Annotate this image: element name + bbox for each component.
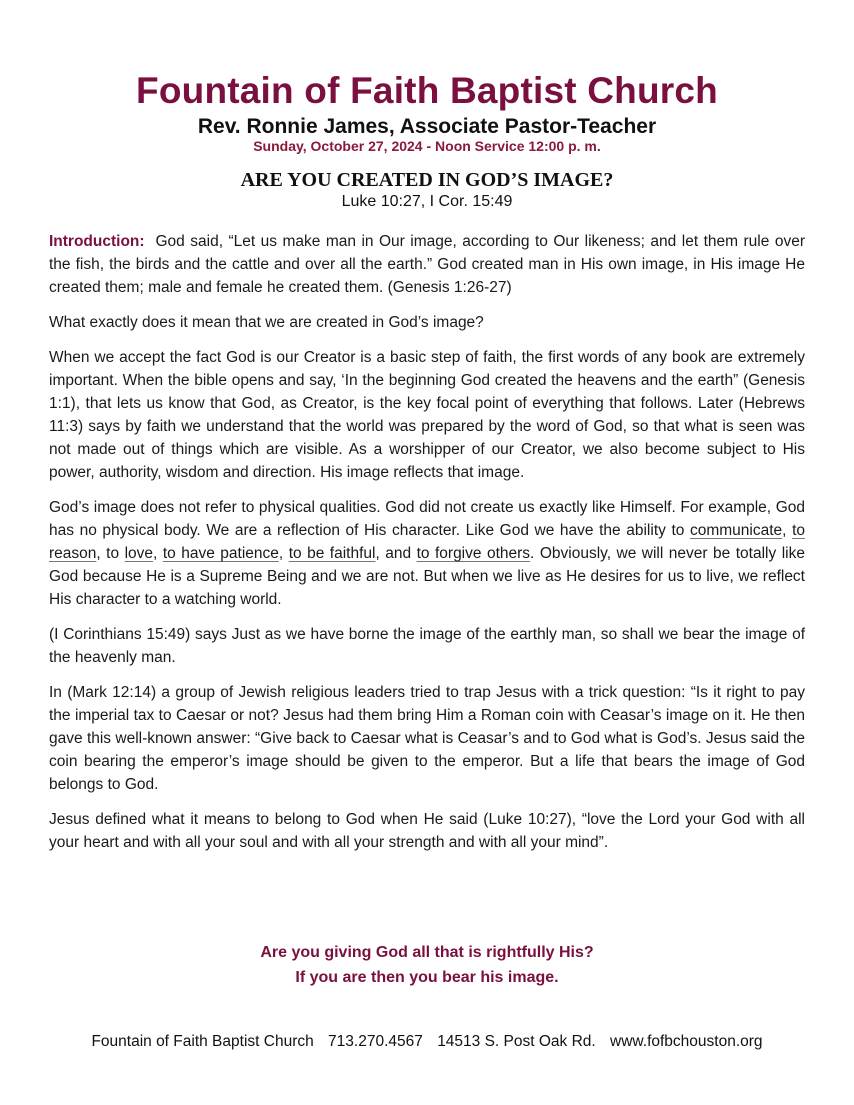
footer-website[interactable]: www.fofbchouston.org xyxy=(610,1033,763,1050)
paragraph-7: Jesus defined what it means to belong to God when He said (Luke 10:27), “love the Lord your God with all your heart and with all your soul and with all your strength and with all your mind”. xyxy=(49,811,805,851)
footer-church-name: Fountain of Faith Baptist Church xyxy=(91,1033,314,1050)
underlined-forgive: to forgive others xyxy=(416,545,531,562)
paragraph-2: What exactly does it mean that we are created in God’s image? xyxy=(49,314,484,331)
underlined-patience: to have patience xyxy=(162,545,279,562)
paragraph-5: (I Corinthians 15:49) says Just as we have borne the image of the earthly man, so shall we bear the image of the heavenly man. xyxy=(49,626,805,666)
footer-phone: 713.270.4567 xyxy=(328,1033,423,1050)
paragraph-3: When we accept the fact God is our Creator is a basic step of faith, the first words of any book are extremely important. When the bible opens and say, ‘In the beginning God created the heavens and the earth” (Genesis 1:1), that lets us know that God, as Creator, is the key focal point of everything that follows. Later (Hebrews 11:3) says by faith we understand that the world was prepared by the word of God, so that what is seen was not made out of things which are visible. As a worshipper of our Creator, we also become subject to His power, authority, wisdom and direction. His image reflects that image. xyxy=(49,349,805,481)
scripture-reference: Luke 10:27, I Cor. 15:49 xyxy=(341,193,513,210)
sermon-body xyxy=(49,230,805,866)
intro-text: God said, “Let us make man in Our image, according to Our likeness; and let them rule over the fish, the birds and the cattle and over all the earth.” God created man in His own image, in His image He created them; male and female he created them. (Genesis 1:26-27) xyxy=(49,233,805,296)
underlined-love: love xyxy=(124,545,154,562)
underlined-reason: to reason xyxy=(49,522,805,562)
service-time: Sunday, October 27, 2024 - Noon Service 12:00 p. m. xyxy=(253,138,601,154)
paragraph-6: In (Mark 12:14) a group of Jewish religious leaders tried to trap Jesus with a trick question: “Is it right to pay the imperial tax to Caesar or not? Jesus had them bring Him a Roman coin with Ceasar’s image on it. He then gave this well-known answer: “Give back to Caesar what is Ceasar’s and to God what is God’s. Jesus said the coin bearing the emperor’s image should be given to the emperor. But a life that bears the image of God belongs to God. xyxy=(49,684,805,793)
paragraph-4: God’s image does not refer to physical qualities. God did not create us exactly like Himself. For example, God has no physical body. We are a reflection of His character. Like God we have the ability to communicate, to reason, to love, to have patience, to be faithful, and to forgive others. Obviously, we will never be totally like God because He is a Supreme Being and we are not. But when we live as He desires for us to live, we reflect His character to a watching world. xyxy=(49,499,805,608)
underlined-communicate: communicate xyxy=(689,522,783,539)
underlined-faithful: to be faithful xyxy=(288,545,376,562)
footer-address: 14513 S. Post Oak Rd. xyxy=(437,1033,596,1050)
paragraph-4-start: God’s image does not refer to physical qualities. God did not create us exactly like Himself. For example, God has no physical body. We are a reflection of His character. Like God we have the ability to xyxy=(49,499,805,539)
footer xyxy=(0,1033,854,1051)
intro-paragraph xyxy=(49,230,805,299)
intro-label: Introduction: xyxy=(49,233,145,250)
church-name: Fountain of Faith Baptist Church xyxy=(136,70,718,111)
sermon-title: ARE YOU CREATED IN GOD’S IMAGE? xyxy=(240,169,614,191)
closing-line-2: If you are then you bear his image. xyxy=(295,969,559,986)
pastor-name: Rev. Ronnie James, Associate Pastor-Teacher xyxy=(197,115,657,138)
closing-question xyxy=(0,940,854,990)
paragraph-4-end: Obviously, we will never be totally like God because He is a Supreme Being and we are not. But when we live as He desires for us to live, we reflect His character to a watching world. xyxy=(49,545,805,608)
closing-line-1: Are you giving God all that is rightfully His? xyxy=(260,944,594,961)
